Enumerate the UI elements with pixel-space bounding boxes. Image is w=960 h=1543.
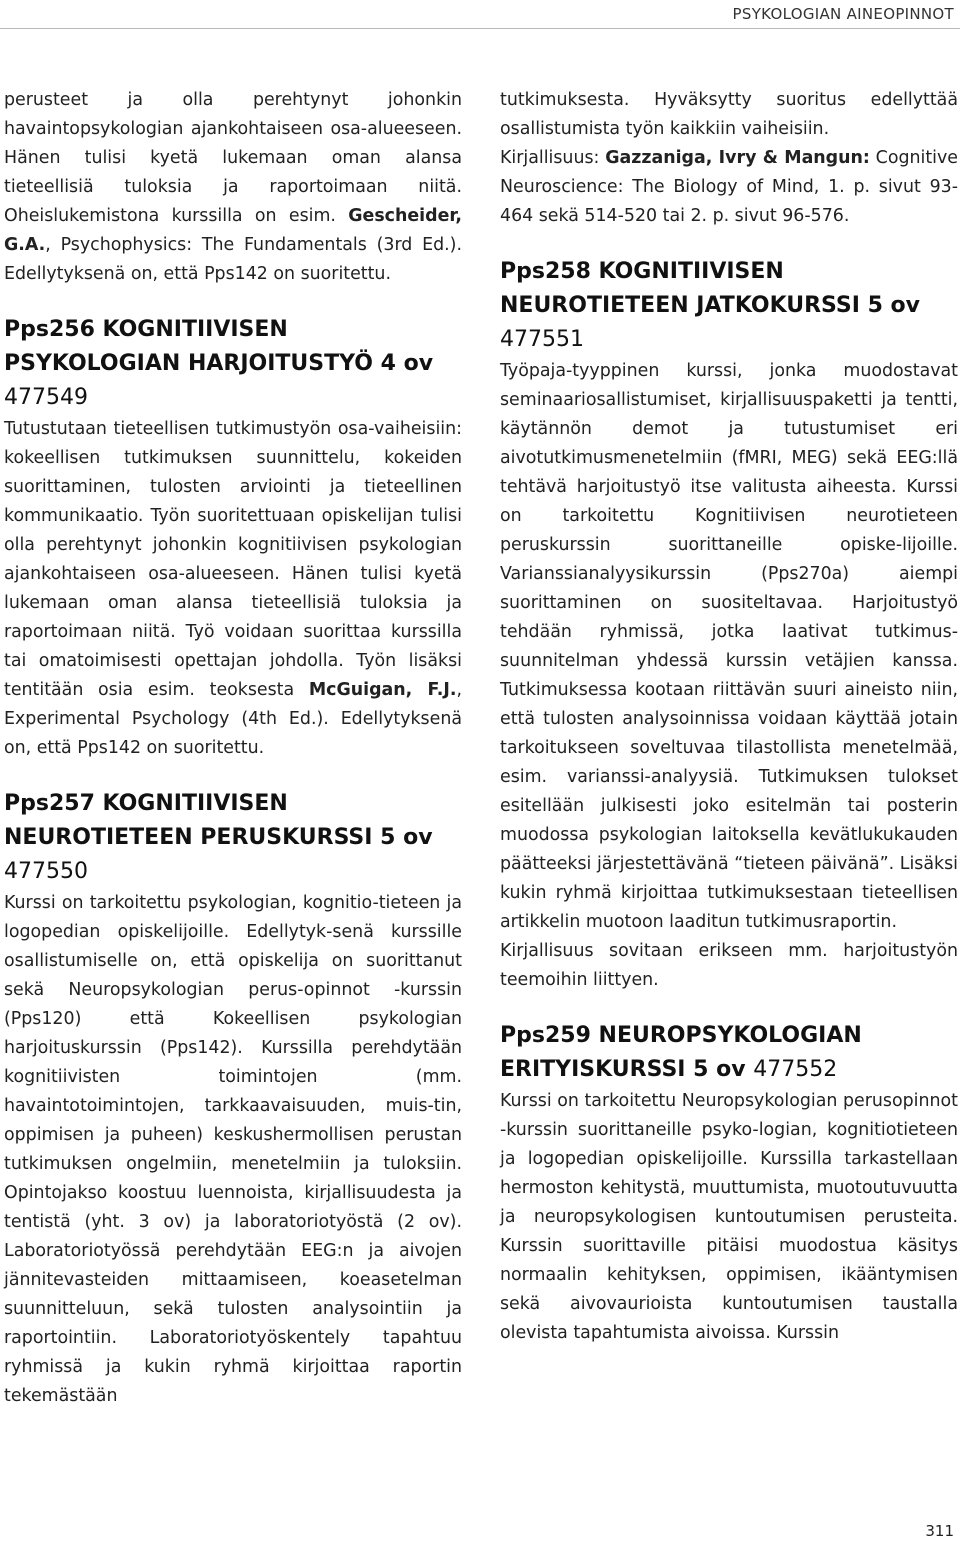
course-description: Kurssi on tarkoitettu psykologian, kognitio-tieteen ja logopedian opiskelijoille. Edellytyk-senä kurssille osallistumiselle on, että opiskelija on suorittanut sekä Neuropsykologian perus-opinnot -kurssin (Pps120) että Kokeellisen psykologian harjoituskurssin (Pps142). Kurssilla perehdytään kognitiivisten toimintojen (mm. havaintotoimintojen, tarkkaavaisuuden, muis-tin, oppimisen ja puheen) keskushermollisen perustan tutkimuksen ongelmiin, menetelmiin ja tuloksiin. Opintojakso koostuu luennoista, kirjallisuudesta ja tentistä (yht. 3 ov) ja laboratoriotyöstä (2 ov). Laboratoriotyössä perehdytään EEG:n ja aivojen jännitevasteiden mittaamiseen, koeasetelman suunnitteluun, sekä tulosten analysointiin ja raportointiin. Laboratoriotyöskentely tapahtuu ryhmissä ja kukin ryhmä kirjoittaa raportin tekemästään xyxy=(4,893,462,1406)
literature-paragraph xyxy=(500,144,958,231)
page-number: 311 xyxy=(925,1522,954,1540)
course-code: 477551 xyxy=(500,327,584,352)
description-text-1: Tutustutaan tieteellisen tutkimustyön osa-vaiheisiin: kokeellisen tutkimuksen suunnittelu, kokeiden suorittaminen, tulosten arviointi ja tieteellinen kommunikaatio. Työn suoritettuaan opiskelijan tulisi olla perehtynyt johonkin kognitiivisen psykologian ajankohtaiseen osa-alueeseen. Hänen tulisi kyetä lukemaan oman alansa tieteellisiä tuloksia ja raportoimaan niitä. Työ voidaan suorittaa kurssilla tai omatoimisesti opettajan johdolla. Työn lisäksi tentitään osia esim. teoksesta xyxy=(4,419,462,700)
course-description: Kurssi on tarkoitettu Neuropsykologian perusopinnot -kurssin suorittaneille psyko-logian, kognitiotieteen ja logopedian opiskelijoille. Kurssilla tarkastellaan hermoston kehitystä, muuttumista, muotoutuvuutta ja neuropsykologisen kuntoutumisen perusteita. Kurssin suorittaville pitäisi muodostua käsitys normaalin kehityksen, oppimisen, ikääntymisen sekä aivovaurioista kuntoutumisen taustalla olevista tapahtumista aivoissa. Kurssin xyxy=(500,1091,958,1343)
course-description: Työpaja-tyyppinen kurssi, jonka muodostavat seminaariosallistumiset, kirjallisuuspaketti ja tentti, käytännön demot ja tutustumiset eri aivotutkimusmenetelmiin (fMRI, MEG) sekä EEG:llä tehtävä harjoitustyö itse valitusta aiheesta. Kurssi on tarkoitettu Kognitiivisen neurotieteen peruskurssin suorittaneille opiske-lijoille. Varianssianalyysikurssin (Pps270a) aiempi suorittaminen on suositeltavaa. Harjoitustyö tehdään ryhmissä, jotka laativat tutkimus-suunnitelman yhdessä kurssin vetäjien kanssa. Tutkimuksessa kootaan riittävän suuri aineisto niin, että tulosten analysoinnissa voidaan käyttää jotain tarkoitukseen soveltuvaa tilastollista menetelmää, esim. varianssi-analyysiä. Tutkimuksen tulokset esitellään julkisesti joko esitelmän tai posterin muodossa psykologian laitoksella kevätlukukauden päätteeksi järjestettävänä “tieteen päivänä”. Lisäksi kukin ryhmä kirjoittaa tutkimuksestaan tieteellisen artikkelin muotoon laaditun tutkimusraportin. xyxy=(500,361,958,932)
course-pps256 xyxy=(4,313,462,763)
spacer xyxy=(4,289,462,313)
course-heading xyxy=(500,1019,958,1087)
course-pps259 xyxy=(500,1019,958,1348)
course-description xyxy=(4,415,462,763)
course-code: 477552 xyxy=(753,1057,838,1082)
course-heading xyxy=(4,313,462,415)
course-pps258 xyxy=(500,255,958,995)
spacer xyxy=(500,995,958,1019)
course-heading xyxy=(4,787,462,889)
course-title: Pps259 NEUROPSYKOLOGIAN ERITYISKURSSI 5 ov xyxy=(500,1023,862,1082)
running-head-title: PSYKOLOGIAN AINEOPINNOT xyxy=(732,5,954,23)
spacer xyxy=(500,231,958,255)
right-column xyxy=(500,86,958,1348)
intro-author: Gescheider, G.A. xyxy=(4,206,462,255)
literature-label: Kirjallisuus: xyxy=(500,148,606,168)
course-author: McGuigan, F.J. xyxy=(308,680,457,700)
course-heading xyxy=(500,255,958,357)
left-column xyxy=(4,86,462,1411)
literature-text: Cognitive Neuroscience: The Biology of Mind, 1. p. sivut 93-464 sekä 514-520 tai 2. p. sivut 96-576. xyxy=(500,148,958,226)
continuation-paragraph: tutkimuksesta. Hyväksytty suoritus edellyttää osallistumista työn kaikkiin vaiheisiin. xyxy=(500,90,958,139)
course-pps257 xyxy=(4,787,462,1411)
course-code: 477550 xyxy=(4,859,88,884)
intro-text-2: , Psychophysics: The Fundamentals (3rd Ed.). Edellytyksenä on, että Pps142 on suoritettu. xyxy=(4,235,462,284)
header-divider xyxy=(0,28,960,29)
spacer xyxy=(4,763,462,787)
course-title: Pps258 KOGNITIIVISEN NEUROTIETEEN JATKOKURSSI 5 ov xyxy=(500,259,921,318)
literature-authors: Gazzaniga, Ivry & Mangun: xyxy=(605,148,870,168)
course-title: Pps256 KOGNITIIVISEN PSYKOLOGIAN HARJOITUSTYÖ 4 ov xyxy=(4,317,434,376)
course-literature: Kirjallisuus sovitaan erikseen mm. harjoitustyön teemoihin liittyen. xyxy=(500,941,958,990)
intro-paragraph xyxy=(4,86,462,289)
description-text-2: , Experimental Psychology (4th Ed.). Edellytyksenä on, että Pps142 on suoritettu. xyxy=(4,680,462,758)
course-code: 477549 xyxy=(4,385,88,410)
intro-text-1: perusteet ja olla perehtynyt johonkin havaintopsykologian ajankohtaiseen osa-alueeseen. Hänen tulisi kyetä lukemaan oman alansa tieteellisiä tuloksia ja raportoimaan niitä. Oheislukemistona kurssilla on esim. xyxy=(4,90,462,226)
running-header xyxy=(0,0,960,28)
course-title: Pps257 KOGNITIIVISEN NEUROTIETEEN PERUSKURSSI 5 ov xyxy=(4,791,433,850)
